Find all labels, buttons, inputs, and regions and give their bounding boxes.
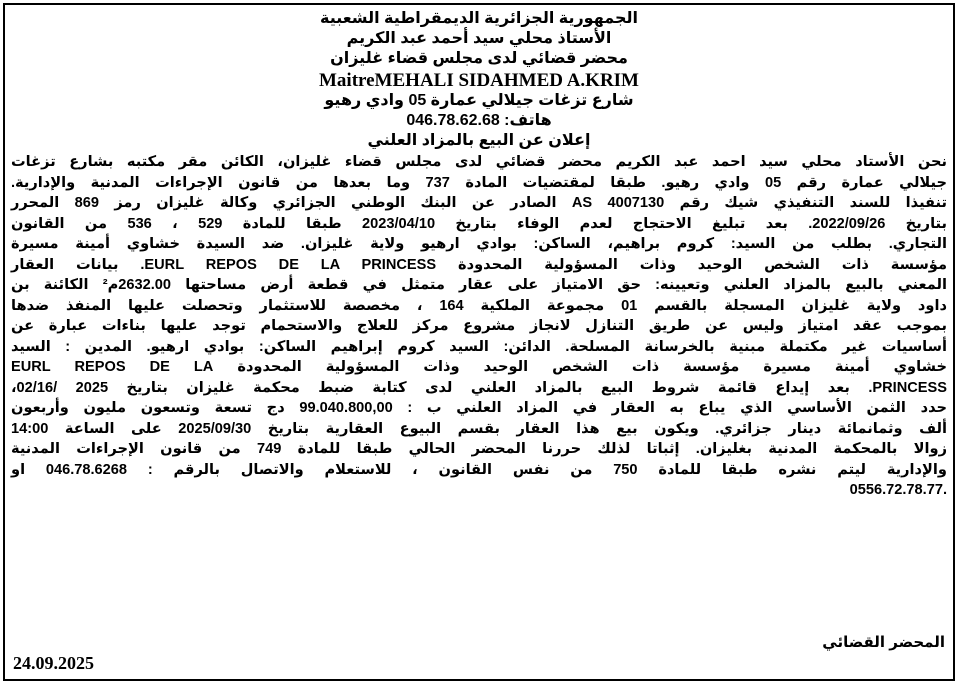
office-address: شارع تزغات جيلالي عمارة 05 وادي رهيو	[324, 91, 634, 109]
body-line: زوالا بالمحكمة المدنية بغليزان. إثباتا لذلك حررنا المحضر الحالي طبقا للمادة 749 من قانون الإجراءات المدنية	[11, 441, 947, 458]
body-line: حدد الثمن الأساسي الذي يباع به العقار في المزاد العلني ب : 99.040.800,00 دج تسعة وتسعون مليون وأربعون	[11, 400, 948, 417]
body-line: بتاريخ 2022/09/26. بعد تبليغ الاحتجاج لعدم الوفاء بتاريخ 2023/04/10 طبقا للمادة 529 ، 536 من القانون	[11, 215, 947, 232]
notice-header	[5, 5, 953, 151]
latin-name: MaitreMEHALI SIDAHMED A.KRIM	[319, 69, 639, 91]
body-line: جيلالي عمارة رقم 05 وادي رهيو. طبقا لمقتضيات المادة 737 وما بعدها من قانون الإجراءات المدنية والإدارية.	[11, 174, 947, 191]
notice-date: 24.09.2025	[13, 653, 94, 673]
body-line: المعني بالبيع بالمزاد العلني وتعيينه: حق الامتياز على عقار متمثل في قطعة أرض مساحتها 2632.00م² الكائنة بن	[11, 277, 947, 294]
body-line: نحن الأستاد محلي سيد احمد عبد الكريم محضر قضائي لدى مجلس قضاء غليزان، الكائن مقر مكتبه بشارع تزغات	[11, 154, 947, 171]
notice-body	[5, 151, 953, 501]
body-line: التجاري. بطلب من السيد: كروم براهيم، الساكن: بوادي ارهيو ولاية غليزان. ضد السيدة خشاوي أمينة مسيرة	[11, 236, 947, 253]
body-line: أساسيات غير مكتملة مبنية بالخرسانة المسلحة. الدائن: السيد كروم إبراهيم الساكن: بوادي ارهيو. المدين : السيد	[11, 338, 947, 355]
republic-title: الجمهورية الجزائرية الديمقراطية الشعبية	[319, 10, 639, 27]
attorney-name: الأستاذ محلي سيد أحمد عبد الكريم	[346, 30, 612, 48]
body-line: PRINCESS. بعد إيداع قائمة شروط البيع بالمزاد العلني لدى كتابة ضبط محكمة غليزان بتاريخ 2025 /02/16،	[11, 379, 948, 396]
body-line: داود ولاية غليزان المسجلة بالقسم 01 مجموعة الملكية 164 ، مخصصة للاستثمار وتحصلت عليها المنفذ ضدها	[11, 297, 947, 314]
body-line: بموجب عقد امتياز وليس عن طريق التنازل لانجاز مشروع مركز للعلاج والاستحمام توجد عليها بناءات عبارة عن	[11, 318, 947, 335]
body-line: مؤسسة ذات الشخص الوحيد وذات المسؤولية المحدودة EURL REPOS DE LA PRINCESS. بيانات العقار	[11, 256, 947, 273]
legal-notice	[3, 3, 955, 681]
announcement-title: إعلان عن البيع بالمزاد العلني	[367, 132, 591, 150]
office-phone: هاتف: 046.78.62.68	[406, 111, 552, 129]
signature-label: المحضر القضائي	[822, 634, 945, 651]
body-line: تنفيذا للسند التنفيذي شيك رقم AS 4007130 الصادر عن البنك الوطني الجزائري وكالة غليزان رمز 869 المحرر	[11, 195, 947, 212]
body-line: .0556.72.78.77	[849, 482, 947, 499]
body-line: خشاوي أمينة مسيرة مؤسسة ذات الشخص الوحيد وذات المسؤولية المحدودة EURL REPOS DE LA	[11, 359, 947, 376]
body-line: ألف وثمانمائة دينار جزائري. ويكون بيع هذا العقار بقسم البيوع العقارية بتاريخ 2025/09/30 على الساعة 14:00	[11, 420, 947, 437]
body-line: والإدارية ليتم نشره طبقا للمادة 750 من نفس القانون ، للاستعلام والاتصال بالرقم : 046.78.6268 او	[11, 461, 947, 478]
office-title: محضر قضائي لدى مجلس قضاء غليزان	[330, 50, 628, 68]
